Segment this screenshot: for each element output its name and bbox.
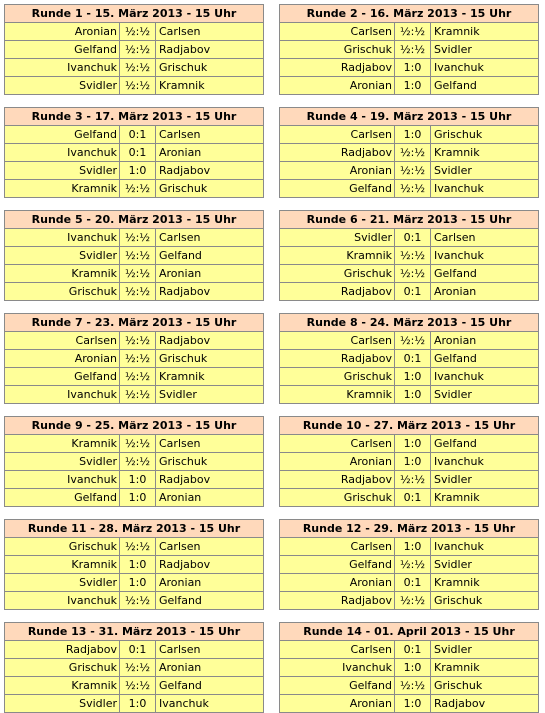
black-player: Grischuk xyxy=(159,182,208,195)
game-result: 1:0 xyxy=(120,574,156,591)
white-player: Ivanchuk xyxy=(5,471,120,488)
black-player: Grischuk xyxy=(159,61,208,74)
white-player: Svidler xyxy=(280,229,395,246)
game-row xyxy=(5,368,263,386)
game-result: 1:0 xyxy=(395,538,431,555)
game-result: ½:½ xyxy=(120,23,156,40)
game-result: ½:½ xyxy=(120,265,156,282)
game-result: ½:½ xyxy=(395,332,431,349)
round-title: Runde 7 - 23. März 2013 - 15 Uhr xyxy=(5,314,263,332)
game-row xyxy=(280,659,538,677)
black-player: Ivanchuk xyxy=(434,540,484,553)
black-player: Carlsen xyxy=(159,128,201,141)
game-result: 1:0 xyxy=(395,695,431,712)
white-player: Carlsen xyxy=(5,332,120,349)
game-result: ½:½ xyxy=(120,41,156,58)
white-player: Radjabov xyxy=(280,144,395,161)
game-row xyxy=(5,180,263,197)
black-player: Gelfand xyxy=(434,267,477,280)
round-table-5 xyxy=(4,210,264,301)
black-player: Kramnik xyxy=(434,146,480,159)
black-player: Ivanchuk xyxy=(434,61,484,74)
game-result: 1:0 xyxy=(395,453,431,470)
black-player: Kramnik xyxy=(434,491,480,504)
black-player: Grischuk xyxy=(434,679,483,692)
white-player: Radjabov xyxy=(280,471,395,488)
round-table-7 xyxy=(4,313,264,404)
white-player: Grischuk xyxy=(5,538,120,555)
game-result: ½:½ xyxy=(120,180,156,197)
game-row xyxy=(280,677,538,695)
black-player: Gelfand xyxy=(434,79,477,92)
white-player: Radjabov xyxy=(280,283,395,300)
game-result: 0:1 xyxy=(395,574,431,591)
white-player: Ivanchuk xyxy=(5,59,120,76)
game-result: 1:0 xyxy=(395,368,431,385)
white-player: Radjabov xyxy=(280,59,395,76)
round-title: Runde 6 - 21. März 2013 - 15 Uhr xyxy=(280,211,538,229)
round-title: Runde 12 - 29. März 2013 - 15 Uhr xyxy=(280,520,538,538)
game-result: ½:½ xyxy=(395,556,431,573)
game-result: 1:0 xyxy=(120,489,156,506)
game-row xyxy=(5,162,263,180)
black-player: Aronian xyxy=(159,576,202,589)
white-player: Carlsen xyxy=(280,641,395,658)
round-table-14 xyxy=(279,622,539,713)
game-row xyxy=(5,386,263,403)
game-result: ½:½ xyxy=(120,659,156,676)
black-player: Radjabov xyxy=(159,164,211,177)
black-player: Aronian xyxy=(159,491,202,504)
black-player: Aronian xyxy=(159,146,202,159)
white-player: Aronian xyxy=(280,453,395,470)
game-row xyxy=(280,592,538,609)
game-result: ½:½ xyxy=(395,144,431,161)
black-player: Grischuk xyxy=(434,128,483,141)
game-result: 1:0 xyxy=(120,162,156,179)
black-player: Carlsen xyxy=(159,25,201,38)
white-player: Carlsen xyxy=(280,126,395,143)
black-player: Ivanchuk xyxy=(434,249,484,262)
game-result: 0:1 xyxy=(395,350,431,367)
round-table-4 xyxy=(279,107,539,198)
game-row xyxy=(280,247,538,265)
white-player: Ivanchuk xyxy=(5,386,120,403)
white-player: Gelfand xyxy=(5,126,120,143)
round-title: Runde 4 - 19. März 2013 - 15 Uhr xyxy=(280,108,538,126)
game-row xyxy=(5,574,263,592)
white-player: Gelfand xyxy=(5,489,120,506)
white-player: Grischuk xyxy=(5,659,120,676)
game-result: ½:½ xyxy=(120,247,156,264)
game-row xyxy=(280,641,538,659)
game-result: ½:½ xyxy=(395,247,431,264)
game-result: 1:0 xyxy=(120,556,156,573)
round-title: Runde 3 - 17. März 2013 - 15 Uhr xyxy=(5,108,263,126)
black-player: Carlsen xyxy=(159,540,201,553)
game-row xyxy=(5,453,263,471)
game-row xyxy=(280,435,538,453)
white-player: Aronian xyxy=(5,350,120,367)
round-table-1 xyxy=(4,4,264,95)
game-result: 1:0 xyxy=(395,386,431,403)
game-result: ½:½ xyxy=(120,59,156,76)
game-row xyxy=(5,283,263,300)
round-title: Runde 2 - 16. März 2013 - 15 Uhr xyxy=(280,5,538,23)
game-row xyxy=(5,59,263,77)
game-row xyxy=(280,126,538,144)
white-player: Aronian xyxy=(5,23,120,40)
black-player: Kramnik xyxy=(434,661,480,674)
black-player: Ivanchuk xyxy=(434,455,484,468)
game-row xyxy=(280,265,538,283)
game-result: 1:0 xyxy=(395,77,431,94)
black-player: Kramnik xyxy=(434,576,480,589)
white-player: Ivanchuk xyxy=(280,659,395,676)
game-row xyxy=(280,556,538,574)
game-result: ½:½ xyxy=(120,538,156,555)
game-result: ½:½ xyxy=(120,283,156,300)
black-player: Ivanchuk xyxy=(434,370,484,383)
game-result: 1:0 xyxy=(395,59,431,76)
round-table-12 xyxy=(279,519,539,610)
white-player: Kramnik xyxy=(5,677,120,694)
white-player: Svidler xyxy=(5,162,120,179)
game-row xyxy=(280,162,538,180)
game-result: ½:½ xyxy=(120,386,156,403)
game-row xyxy=(5,126,263,144)
game-result: ½:½ xyxy=(395,23,431,40)
white-player: Radjabov xyxy=(280,350,395,367)
black-player: Svidler xyxy=(434,164,472,177)
game-row xyxy=(5,489,263,506)
black-player: Carlsen xyxy=(159,643,201,656)
game-row xyxy=(5,144,263,162)
game-row xyxy=(280,350,538,368)
round-title: Runde 5 - 20. März 2013 - 15 Uhr xyxy=(5,211,263,229)
game-result: ½:½ xyxy=(120,453,156,470)
game-result: ½:½ xyxy=(395,471,431,488)
white-player: Aronian xyxy=(280,77,395,94)
white-player: Gelfand xyxy=(280,556,395,573)
game-row xyxy=(280,453,538,471)
black-player: Radjabov xyxy=(159,43,211,56)
white-player: Svidler xyxy=(5,695,120,712)
game-row xyxy=(5,556,263,574)
black-player: Gelfand xyxy=(159,679,202,692)
round-table-3 xyxy=(4,107,264,198)
game-result: ½:½ xyxy=(395,41,431,58)
game-row xyxy=(280,180,538,197)
white-player: Kramnik xyxy=(5,435,120,452)
game-row xyxy=(280,144,538,162)
game-result: ½:½ xyxy=(120,592,156,609)
game-result: ½:½ xyxy=(395,180,431,197)
game-result: ½:½ xyxy=(395,677,431,694)
game-row xyxy=(280,386,538,403)
black-player: Gelfand xyxy=(434,437,477,450)
game-result: 0:1 xyxy=(120,144,156,161)
game-row xyxy=(5,592,263,609)
round-table-8 xyxy=(279,313,539,404)
game-result: ½:½ xyxy=(120,368,156,385)
black-player: Aronian xyxy=(159,267,202,280)
game-row xyxy=(5,677,263,695)
black-player: Aronian xyxy=(434,285,477,298)
game-row xyxy=(5,695,263,712)
white-player: Carlsen xyxy=(280,332,395,349)
black-player: Ivanchuk xyxy=(434,182,484,195)
white-player: Gelfand xyxy=(280,180,395,197)
white-player: Ivanchuk xyxy=(5,144,120,161)
game-result: 1:0 xyxy=(120,695,156,712)
game-row xyxy=(280,332,538,350)
black-player: Radjabov xyxy=(159,334,211,347)
round-table-6 xyxy=(279,210,539,301)
black-player: Svidler xyxy=(434,473,472,486)
round-table-10 xyxy=(279,416,539,507)
game-row xyxy=(5,247,263,265)
white-player: Aronian xyxy=(280,695,395,712)
white-player: Ivanchuk xyxy=(5,592,120,609)
white-player: Kramnik xyxy=(280,247,395,264)
black-player: Kramnik xyxy=(434,25,480,38)
game-result: ½:½ xyxy=(120,435,156,452)
game-row xyxy=(280,489,538,506)
game-row xyxy=(280,574,538,592)
game-result: 1:0 xyxy=(395,659,431,676)
white-player: Gelfand xyxy=(5,41,120,58)
game-result: ½:½ xyxy=(395,265,431,282)
game-result: 0:1 xyxy=(395,641,431,658)
black-player: Aronian xyxy=(159,661,202,674)
black-player: Radjabov xyxy=(159,285,211,298)
game-row xyxy=(5,41,263,59)
game-result: 1:0 xyxy=(395,435,431,452)
game-row xyxy=(5,435,263,453)
round-title: Runde 11 - 28. März 2013 - 15 Uhr xyxy=(5,520,263,538)
game-result: ½:½ xyxy=(120,332,156,349)
game-result: 0:1 xyxy=(120,126,156,143)
white-player: Kramnik xyxy=(280,386,395,403)
black-player: Gelfand xyxy=(434,352,477,365)
white-player: Gelfand xyxy=(5,368,120,385)
white-player: Grischuk xyxy=(280,489,395,506)
black-player: Carlsen xyxy=(159,231,201,244)
game-row xyxy=(5,471,263,489)
game-row xyxy=(5,77,263,94)
round-title: Runde 14 - 01. April 2013 - 15 Uhr xyxy=(280,623,538,641)
black-player: Aronian xyxy=(434,334,477,347)
white-player: Kramnik xyxy=(5,180,120,197)
black-player: Ivanchuk xyxy=(159,697,209,710)
round-title: Runde 8 - 24. März 2013 - 15 Uhr xyxy=(280,314,538,332)
game-result: 0:1 xyxy=(120,641,156,658)
game-result: ½:½ xyxy=(120,350,156,367)
white-player: Carlsen xyxy=(280,435,395,452)
game-row xyxy=(280,229,538,247)
game-row xyxy=(280,59,538,77)
black-player: Grischuk xyxy=(159,352,208,365)
black-player: Svidler xyxy=(434,643,472,656)
game-row xyxy=(280,471,538,489)
white-player: Radjabov xyxy=(280,592,395,609)
white-player: Grischuk xyxy=(280,41,395,58)
white-player: Svidler xyxy=(5,247,120,264)
black-player: Radjabov xyxy=(159,473,211,486)
white-player: Aronian xyxy=(280,162,395,179)
black-player: Svidler xyxy=(434,43,472,56)
round-title: Runde 9 - 25. März 2013 - 15 Uhr xyxy=(5,417,263,435)
white-player: Svidler xyxy=(5,574,120,591)
game-result: ½:½ xyxy=(395,592,431,609)
game-row xyxy=(5,538,263,556)
white-player: Grischuk xyxy=(280,265,395,282)
white-player: Svidler xyxy=(5,77,120,94)
round-table-2 xyxy=(279,4,539,95)
game-row xyxy=(280,23,538,41)
white-player: Ivanchuk xyxy=(5,229,120,246)
game-row xyxy=(280,41,538,59)
white-player: Aronian xyxy=(280,574,395,591)
white-player: Gelfand xyxy=(280,677,395,694)
white-player: Kramnik xyxy=(5,265,120,282)
game-row xyxy=(280,77,538,94)
game-row xyxy=(5,23,263,41)
game-row xyxy=(280,283,538,300)
black-player: Kramnik xyxy=(159,370,205,383)
game-result: ½:½ xyxy=(395,162,431,179)
black-player: Radjabov xyxy=(159,558,211,571)
game-row xyxy=(5,659,263,677)
game-result: 0:1 xyxy=(395,283,431,300)
white-player: Grischuk xyxy=(5,283,120,300)
white-player: Svidler xyxy=(5,453,120,470)
game-row xyxy=(5,332,263,350)
game-result: ½:½ xyxy=(120,77,156,94)
black-player: Gelfand xyxy=(159,249,202,262)
game-result: 0:1 xyxy=(395,489,431,506)
game-result: 1:0 xyxy=(120,471,156,488)
round-table-13 xyxy=(4,622,264,713)
white-player: Grischuk xyxy=(280,368,395,385)
black-player: Svidler xyxy=(159,388,197,401)
game-result: ½:½ xyxy=(120,229,156,246)
game-row xyxy=(280,538,538,556)
white-player: Radjabov xyxy=(5,641,120,658)
game-result: 0:1 xyxy=(395,229,431,246)
black-player: Svidler xyxy=(434,388,472,401)
white-player: Carlsen xyxy=(280,538,395,555)
game-row xyxy=(5,350,263,368)
black-player: Gelfand xyxy=(159,594,202,607)
game-result: 1:0 xyxy=(395,126,431,143)
black-player: Radjabov xyxy=(434,697,486,710)
black-player: Svidler xyxy=(434,558,472,571)
game-row xyxy=(280,695,538,712)
round-title: Runde 1 - 15. März 2013 - 15 Uhr xyxy=(5,5,263,23)
white-player: Carlsen xyxy=(280,23,395,40)
game-row xyxy=(5,641,263,659)
black-player: Grischuk xyxy=(434,594,483,607)
white-player: Kramnik xyxy=(5,556,120,573)
black-player: Carlsen xyxy=(159,437,201,450)
round-title: Runde 10 - 27. März 2013 - 15 Uhr xyxy=(280,417,538,435)
round-title: Runde 13 - 31. März 2013 - 15 Uhr xyxy=(5,623,263,641)
game-row xyxy=(5,265,263,283)
black-player: Carlsen xyxy=(434,231,476,244)
game-row xyxy=(280,368,538,386)
round-table-11 xyxy=(4,519,264,610)
game-result: ½:½ xyxy=(120,677,156,694)
game-row xyxy=(5,229,263,247)
black-player: Kramnik xyxy=(159,79,205,92)
black-player: Grischuk xyxy=(159,455,208,468)
round-table-9 xyxy=(4,416,264,507)
